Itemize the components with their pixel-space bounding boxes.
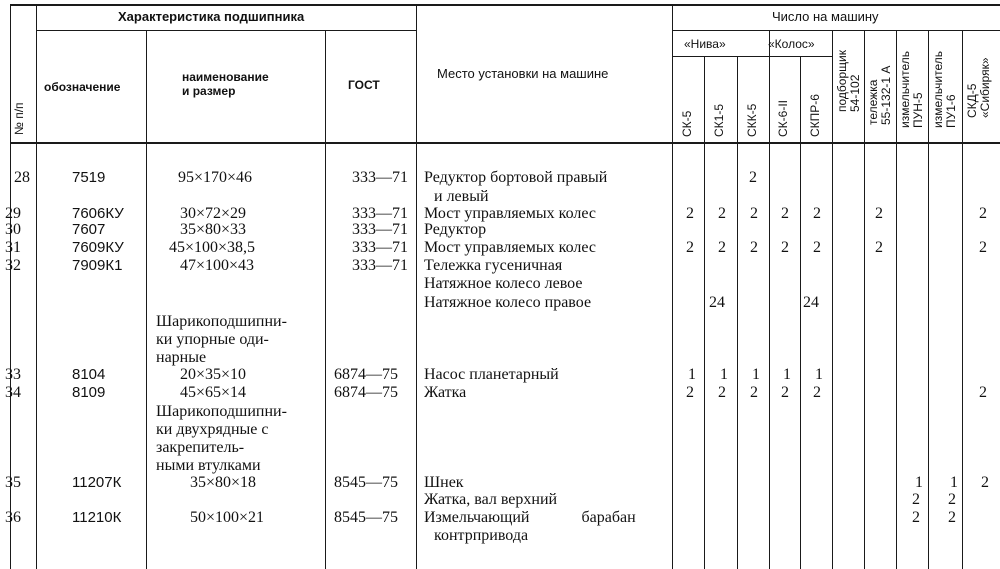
row-28-size: 95×170×46 [178,169,253,186]
row-35-gost: 8545—75 [334,474,398,491]
header-name-line2: и размер [182,84,236,98]
row-29-count-sk5-1: 2 [718,205,726,222]
row-32-location-2: Натяжное колесо левое [424,275,583,292]
row-29-count-sk6: 2 [781,205,789,222]
row-35-number: 35 [5,474,21,491]
row-34-location: Жатка [424,384,467,401]
col-line-skpr6 [832,30,833,569]
row-33-gost: 6874—75 [334,366,398,383]
header-machine-pun-2: ПУН-5 [911,92,925,128]
row-29-count-skd: 2 [979,205,987,222]
section-thrust-line1: Шарикоподшипни- [156,313,287,330]
row-36-count-pu6: 2 [948,509,956,526]
header-name-line1: наименование [182,70,269,84]
row-35-count-skd: 2 [981,474,989,491]
row-28-count-skk5: 2 [749,169,757,186]
row-34-designation: 8109 [72,384,106,401]
row-34-count-sk6: 2 [781,384,789,401]
header-bottom-border [10,142,1000,144]
row-36-location-1: Измельчающий барабан [424,509,636,526]
row-33-count-skk5: 1 [752,366,760,383]
col-line-tel [896,30,897,569]
header-machine-pun-1: измельчитель [898,50,912,128]
row-31-count-sk6: 2 [781,239,789,256]
row-29-gost: 333—71 [352,205,408,222]
row-31-count-sk5-1: 2 [718,239,726,256]
row-36-designation: 11210К [72,509,122,526]
row-31-number: 31 [5,239,21,256]
header-machine-skd-2: «Сибиряк» [978,57,992,118]
row-34-count-skpr6: 2 [813,384,821,401]
row-34-count-skk5: 2 [750,384,758,401]
row-28-location-2: и левый [434,188,489,205]
row-31-count-tel: 2 [875,239,883,256]
row-32-number: 32 [5,257,21,274]
row-36-size: 50×100×21 [190,509,265,526]
row-31-count-skk5: 2 [750,239,758,256]
header-row-number: № п/п [12,102,26,135]
row-34-number: 34 [5,384,21,401]
row-35-designation: 11207К [72,474,122,491]
row-33-number: 33 [5,366,21,383]
header-per-machine: Число на машину [772,9,879,24]
row-30-number: 30 [5,221,21,238]
row-29-location: Мост управляемых колес [424,205,596,222]
row-31-count-skd: 2 [979,239,987,256]
row-35-count-pu6: 1 [950,474,958,491]
row-35-count-pun-b: 2 [912,491,920,508]
rule-under-groups [672,56,832,57]
header-machine-skd-1: СКД-5 [965,83,979,118]
row-29-designation: 7606КУ [72,205,124,222]
row-32-designation: 7909К1 [72,257,123,274]
row-34-count-sk5-1: 2 [718,384,726,401]
row-32-count-sk5-1: 24 [709,294,725,311]
row-36-number: 36 [5,509,21,526]
header-machine-sk5-1: СК1-5 [712,104,726,137]
row-31-gost: 333—71 [352,239,408,256]
row-28-designation: 7519 [72,169,106,186]
row-30-size: 35×80×33 [180,221,247,238]
header-location: Место установки на машине [437,66,609,81]
row-34-size: 45×65×14 [180,384,247,401]
header-machine-skpr6: СКПР-6 [808,94,822,137]
header-machine-tel-1: тележка [866,79,880,125]
row-29-size: 30×72×29 [180,205,247,222]
header-machine-podb-2: 54-102 [848,74,862,112]
row-36-gost: 8545—75 [334,509,398,526]
section-double-line2: ки двухрядные с [156,421,269,438]
rule-under-per-machine [672,30,1000,31]
header-group-niva: «Нива» [684,37,726,51]
row-32-count-skpr6: 24 [803,294,819,311]
row-31-location: Мост управляемых колес [424,239,596,256]
col-line-sk5-1 [737,56,738,569]
row-30-designation: 7607 [72,221,106,238]
row-29-count-skk5: 2 [750,205,758,222]
header-machine-sk5: СК-5 [680,110,694,137]
row-33-count-sk6: 1 [783,366,791,383]
row-33-size: 20×35×10 [180,366,247,383]
row-36-count-pun: 2 [912,509,920,526]
row-34-count-skd: 2 [979,384,987,401]
header-machine-tel-2: 55-132-1 А [879,65,893,125]
row-35-count-pu6-b: 2 [948,491,956,508]
section-double-line3: закрепитель- [156,439,245,456]
row-28-number: 28 [14,169,30,186]
row-33-location: Насос планетарный [424,366,559,383]
section-thrust-line2: ки упорные оди- [156,331,269,348]
header-machine-pu6-1: измельчитель [931,50,945,128]
section-double-line1: Шарикоподшипни- [156,403,287,420]
row-34-gost: 6874—75 [334,384,398,401]
row-32-gost: 333—71 [352,257,408,274]
row-32-location-1: Тележка гусеничная [424,257,563,274]
row-31-size: 45×100×38,5 [169,239,256,256]
section-double-line4: ными втулками [156,457,261,474]
rule-under-bearing-char [36,30,416,31]
col-line-sk6 [800,56,801,569]
row-34-count-sk5: 2 [686,384,694,401]
header-designation: обозначение [44,80,121,94]
col-line-pun [928,30,929,569]
row-29-count-tel: 2 [875,205,883,222]
row-29-count-skpr6: 2 [813,205,821,222]
col-line-gost [416,4,417,569]
header-machine-skk5: СКК-5 [745,103,759,137]
row-35-location-1: Шнек [424,474,464,491]
row-28-gost: 333—71 [352,169,408,186]
row-33-designation: 8104 [72,366,106,383]
row-33-count-sk5: 1 [688,366,696,383]
row-36-location-2: контрпривода [434,527,529,544]
row-32-location-3: Натяжное колесо правое [424,294,592,311]
row-31-count-skpr6: 2 [813,239,821,256]
header-machine-pu6-2: ПУ1-6 [944,94,958,128]
header-gost: ГОСТ [348,78,380,92]
row-33-count-skpr6: 1 [815,366,823,383]
header-machine-podb-1: подборщик [835,50,849,112]
row-30-gost: 333—71 [352,221,408,238]
row-30-location: Редуктор [424,221,487,238]
row-35-location-2: Жатка, вал верхний [424,491,558,508]
row-35-count-pun: 1 [915,474,923,491]
col-line-name [325,30,326,569]
col-line-skk5 [769,30,770,569]
row-28-location-1: Редуктор бортовой правый [424,169,608,186]
col-line-sk5 [704,56,705,569]
header-bearing-char: Характеристика подшипника [118,9,305,24]
row-29-count-sk5: 2 [686,205,694,222]
header-group-kolos: «Колос» [768,37,815,51]
col-line-location [672,4,673,569]
table-top-border [10,4,1000,6]
row-31-designation: 7609КУ [72,239,124,256]
row-33-count-sk5-1: 1 [720,366,728,383]
row-32-size: 47×100×43 [180,257,255,274]
col-line-num [36,4,37,569]
header-machine-sk6: СК-6-II [776,100,790,137]
col-line-podb [864,30,865,569]
col-line-designation [146,30,147,569]
row-29-number: 29 [5,205,21,222]
col-line-pu6 [962,30,963,569]
row-35-size: 35×80×18 [190,474,257,491]
section-thrust-line3: нарные [156,349,207,366]
row-31-count-sk5: 2 [686,239,694,256]
